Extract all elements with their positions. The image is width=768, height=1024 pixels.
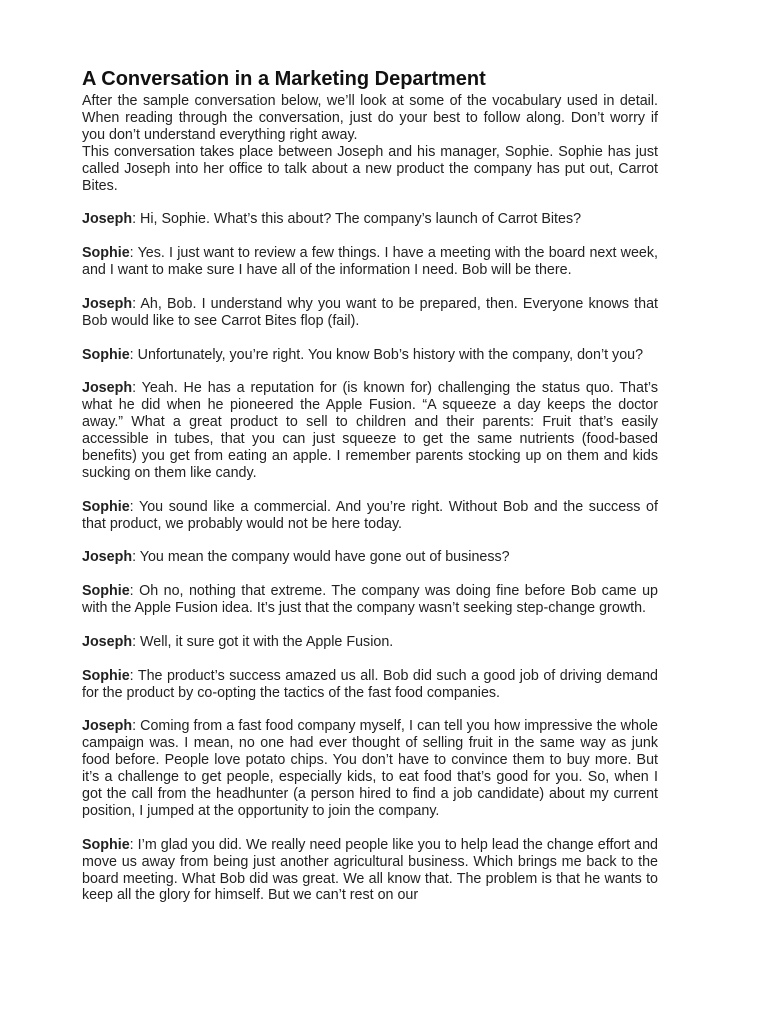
dialogue-text: : You mean the company would have gone out of business? [132,549,510,566]
speaker-name: Joseph [82,549,133,566]
dialogue-turn [82,634,658,651]
speaker-name: Sophie [82,667,130,684]
speaker-name: Sophie [82,836,130,853]
dialogue-text: : You sound like a commercial. And you’re right. Without Bob and the success of that product, we probably would not be here today. [82,498,658,532]
speaker-name: Joseph [82,295,133,312]
speaker-name: Joseph [82,633,133,650]
dialogue-turn [82,837,658,905]
dialogue-text: : I’m glad you did. We really need people like you to help lead the change effort and move us away from being just another agricultural business. Which brings me back to the board meeting. What Bob did was great. We all know that. The problem is that he wants to keep all the glory for himself. But we can’t rest on our [82,836,658,904]
speaker-name: Sophie [82,498,130,515]
intro-paragraph-1: After the sample conversation below, we’ll look at some of the vocabulary used in detail. When reading through the conversation, just do your best to follow along. Don’t worry if you don’t understand everything right away. [82,93,658,143]
speaker-name: Joseph [82,380,133,397]
speaker-name: Sophie [82,583,130,600]
dialogue-turn [82,380,658,481]
dialogue-text: : Hi, Sophie. What’s this about? The company’s launch of Carrot Bites? [132,211,582,228]
dialogue-turn [82,668,658,702]
dialogue-turn [82,583,658,617]
intro-paragraph-2: This conversation takes place between Joseph and his manager, Sophie. Sophie has just called Joseph into her office to talk about a new product the company has put out, Carrot Bites. [82,143,658,194]
dialogue-text: : Yes. I just want to review a few things. I have a meeting with the board next week, and I want to make sure I have all of the information I need. Bob will be there. [82,245,658,279]
dialogue-turn [82,211,658,228]
speaker-name: Joseph [82,718,133,735]
dialogue-turn [82,296,658,330]
document-page [82,66,658,904]
speaker-name: Sophie [82,346,130,363]
dialogue-turn [82,549,658,566]
dialogue-text: : Yeah. He has a reputation for (is known for) challenging the status quo. That’s what he did when he pioneered the Apple Fusion. “A squeeze a day keeps the doctor away.” What a great product to sell to children and their parents: Fruit that’s easily accessible in tubes, that you can just squeeze to get the same nutrients (food-based benefits) you get from eating an apple. I remember parents stocking up on them and kids sucking on them like candy. [82,380,658,481]
dialogue-turn [82,245,658,279]
dialogue-text: : Well, it sure got it with the Apple Fusion. [132,633,394,650]
dialogue-text: : Ah, Bob. I understand why you want to be prepared, then. Everyone knows that Bob would like to see Carrot Bites flop (fail). [82,295,658,329]
dialogue-text: : Unfortunately, you’re right. You know Bob’s history with the company, don’t you? [129,346,644,363]
dialogue [82,211,658,904]
document-title: A Conversation in a Marketing Department [82,68,486,90]
speaker-name: Joseph [82,211,133,228]
speaker-name: Sophie [82,245,130,262]
dialogue-turn [82,347,658,364]
dialogue-text: : Oh no, nothing that extreme. The company was doing fine before Bob came up with the Apple Fusion idea. It’s just that the company wasn’t seeking step-change growth. [82,583,658,617]
dialogue-turn [82,499,658,533]
dialogue-turn [82,718,658,819]
dialogue-text: : The product’s success amazed us all. Bob did such a good job of driving demand for the product by co-opting the tactics of the fast food companies. [82,667,658,701]
dialogue-text: : Coming from a fast food company myself, I can tell you how impressive the whole campaign was. I mean, no one had ever thought of selling fruit in the same way as junk food before. People love potato chips. You don’t have to convince them to buy more. But it’s a challenge to get people, especially kids, to eat food that’s good for you. So, when I got the call from the headhunter (a person hired to find a job candidate) about my current position, I jumped at the opportunity to join the company. [82,718,658,819]
